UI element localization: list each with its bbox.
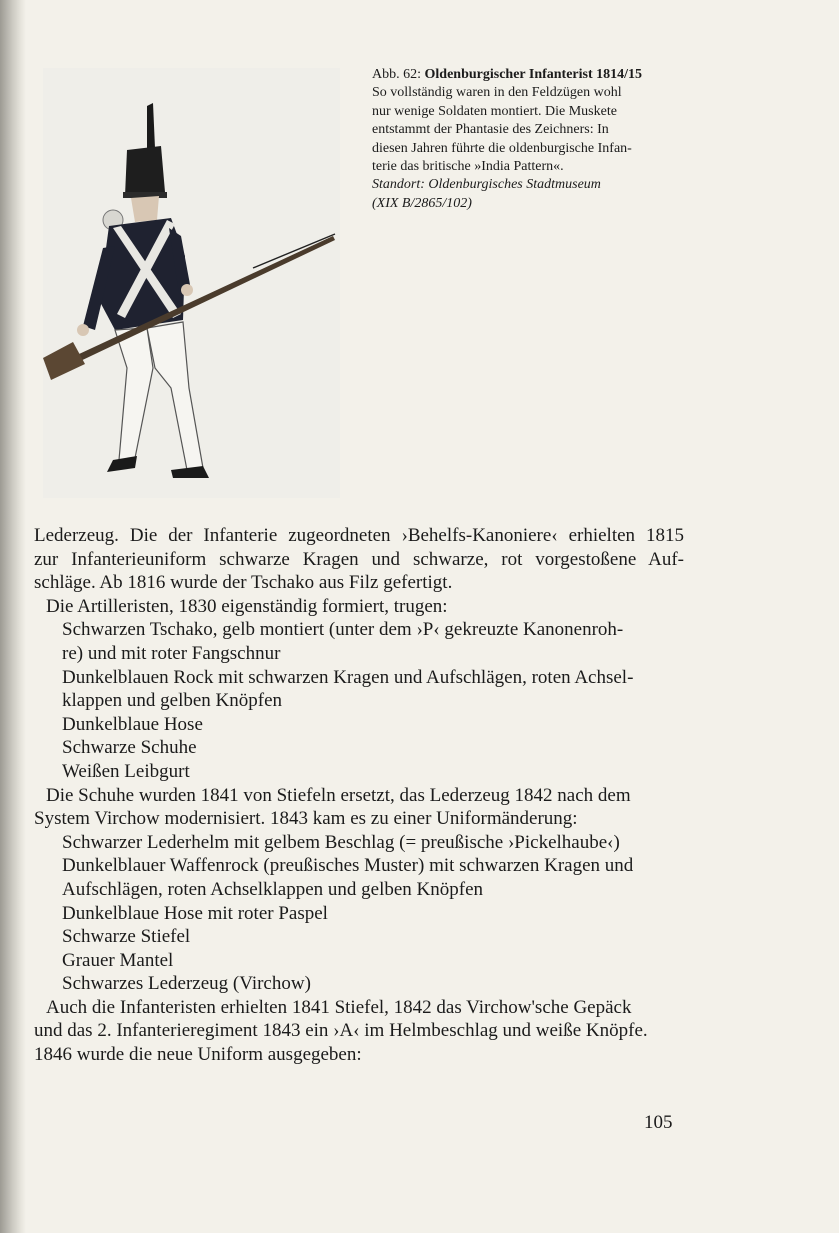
text-line: Die Schuhe wurden 1841 von Stiefeln ersetzt, das Lederzeug 1842 nach dem <box>46 784 631 806</box>
list-line: Grauer Mantel <box>62 949 174 971</box>
list-line: Aufschlägen, roten Achselklappen und gelben Knöpfen <box>62 878 484 900</box>
text-line: und das 2. Infanterieregiment 1843 ein ›A‹ im Helmbeschlag und weiße Knöpfe. <box>34 1020 648 1042</box>
caption-line: entstammt der Phantasie des Zeichners: In <box>372 122 609 138</box>
caption-location: Standort: Oldenburgisches Stadtmuseum <box>372 177 601 193</box>
list-line: Dunkelblauer Waffenrock (preußisches Muster) mit schwarzen Kragen und <box>62 855 634 877</box>
caption-line: nur wenige Soldaten montiert. Die Muskete <box>372 103 617 119</box>
caption-title-line <box>372 66 702 84</box>
text-line: schläge. Ab 1816 wurde der Tschako aus Filz gefertigt. <box>34 572 453 594</box>
text-line: zur Infanterieuniform schwarze Kragen und schwarze, rot vorgestoßene Auf- <box>34 548 684 570</box>
caption-line: diesen Jahren führte die oldenburgische Infan- <box>372 140 632 156</box>
list-line: Schwarzes Lederzeug (Virchow) <box>62 973 311 995</box>
caption-title: Oldenburgischer Infanterist 1814/15 <box>424 67 643 82</box>
book-spine-shadow <box>0 0 26 1233</box>
figure-caption <box>372 66 702 213</box>
list-line: Schwarzen Tschako, gelb montiert (unter dem ›P‹ gekreuzte Kanonenroh- <box>62 619 624 641</box>
caption-line: So vollständig waren in den Feldzügen wohl <box>372 85 622 101</box>
text-line: Lederzeug. Die der Infanterie zugeordneten ›Behelfs-Kanoniere‹ erhielten 1815 <box>34 525 684 546</box>
list-line: Weißen Leibgurt <box>62 760 190 782</box>
list-line: klappen und gelben Knöpfen <box>62 690 283 712</box>
text-line: Auch die Infanteristen erhielten 1841 Stiefel, 1842 das Virchow'sche Gepäck <box>46 996 632 1018</box>
list-line: Schwarze Schuhe <box>62 737 197 759</box>
infantryman-illustration <box>43 68 340 498</box>
text-line: 1846 wurde die neue Uniform ausgegeben: <box>34 1044 362 1066</box>
caption-line: terie das britische »India Pattern«. <box>372 159 564 175</box>
list-line: re) und mit roter Fangschnur <box>62 642 281 664</box>
list-line: Dunkelblaue Hose mit roter Paspel <box>62 902 328 924</box>
soldier-drawing <box>43 68 340 498</box>
list-line: Schwarzer Lederhelm mit gelbem Beschlag (= preußische ›Pickelhaube‹) <box>62 831 620 853</box>
caption-label: Abb. 62: <box>372 67 425 82</box>
body-text <box>34 524 684 1067</box>
list-line: Dunkelblauen Rock mit schwarzen Kragen und Aufschlägen, roten Achsel- <box>62 666 634 688</box>
page-number: 105 <box>644 1112 673 1133</box>
list-line: Dunkelblaue Hose <box>62 713 203 735</box>
list-line: Schwarze Stiefel <box>62 926 191 948</box>
text-line: System Virchow modernisiert. 1843 kam es zu einer Uniformänderung: <box>34 808 578 830</box>
text-line: Die Artilleristen, 1830 eigenständig formiert, trugen: <box>46 595 448 617</box>
caption-inventory-number: (XIX B/2865/102) <box>372 195 472 211</box>
